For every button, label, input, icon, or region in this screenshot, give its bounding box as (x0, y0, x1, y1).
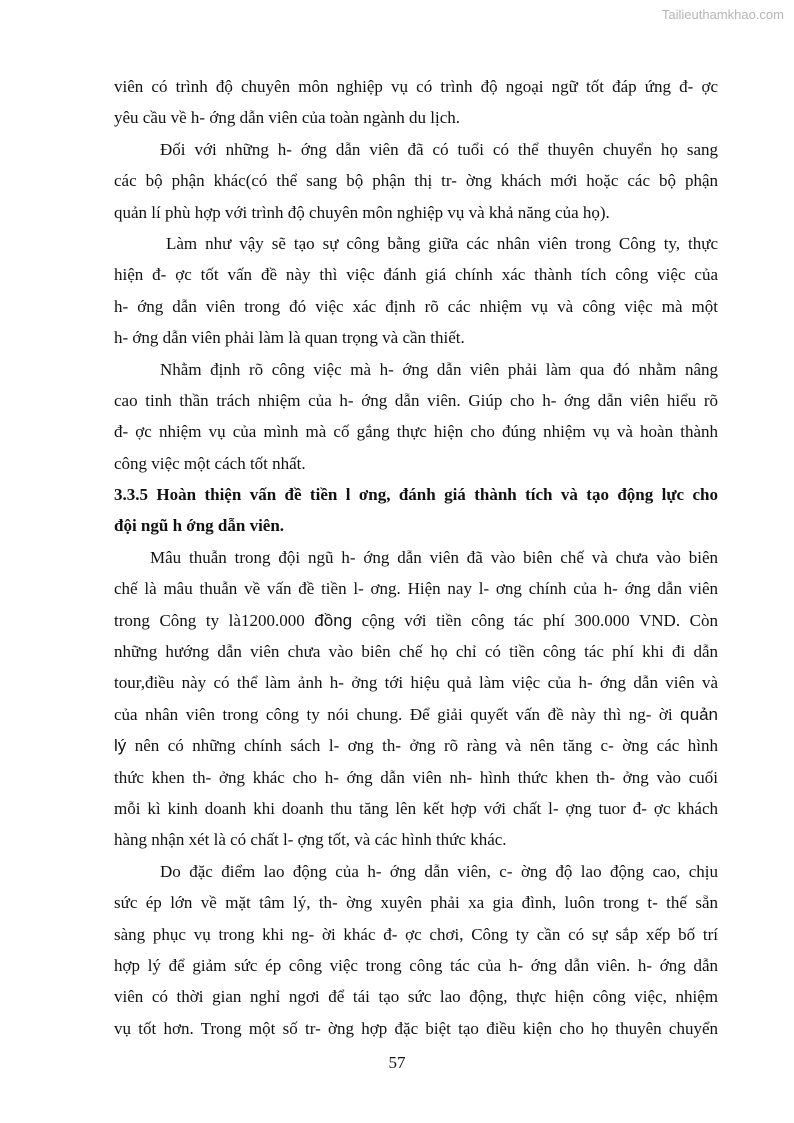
text-line: sàng phục vụ trong khi ng- ời khác đ- ợc chơi, Công ty cần có sự sắp xếp bố trí (114, 924, 718, 944)
paragraph (114, 134, 718, 228)
text-line: các bộ phận khác(có thể sang bộ phận thị tr- ờng khách mới hoặc các bộ phận (114, 171, 718, 191)
text-line: Nhằm định rõ công việc mà h- ớng dẫn viên phải làm qua đó nhằm nâng (160, 359, 718, 379)
text-line (114, 699, 718, 730)
text-line: Làm như vậy sẽ tạo sự công bằng giữa các nhân viên trong Công ty, thực (166, 233, 718, 253)
heading-line: đội ngũ h ớng dẫn viên. (114, 516, 285, 536)
body-text (114, 71, 718, 1044)
paragraph (114, 354, 718, 480)
heading-line: 3.3.5 Hoàn thiện vấn đề tiền l ơng, đánh giá thành tích và tạo động lực cho (114, 485, 718, 505)
text-line: chế là mâu thuẫn về vấn đề tiền l- ơng. Hiện nay l- ơng chính của h- ớng dẫn viên (114, 579, 718, 599)
text-run: lý (114, 736, 127, 756)
text-line: đ- ợc nhiệm vụ của mình mà cố gắng thực hiện cho đúng nhiệm vụ và hoàn thành (114, 422, 718, 442)
text-line: viên có thời gian nghỉ ngơi để tái tạo sức lao động, thực hiện công việc, nhiệm (114, 987, 718, 1007)
text-line: quản lí phù hợp với trình độ chuyên môn nghiệp vụ và khả năng của họ). (114, 202, 610, 222)
text-line: h- ớng dẫn viên trong đó việc xác định rõ các nhiệm vụ và công việc mà một (114, 296, 718, 316)
text-line: hợp lý để giảm sức ép công việc trong công tác của h- ớng dẫn viên. h- ớng dẫn (114, 955, 718, 975)
text-run: của nhân viên trong công ty nói chung. Để giải quyết vấn đề này thì ng- ời (114, 704, 681, 724)
text-line (114, 605, 718, 636)
paragraph (114, 542, 718, 856)
text-run: nên có những chính sách l- ơng th- ởng rõ ràng và nên tăng c- ờng các hình (126, 736, 718, 756)
text-line: cao tinh thần trách nhiệm của h- ớng dẫn viên. Giúp cho h- ớng dẫn viên hiểu rõ (114, 390, 718, 410)
paragraph (114, 856, 718, 1044)
text-line: mỗi kì kinh doanh khi doanh thu tăng lên kết hợp với chất l- ợng tuor đ- ợc khách (114, 798, 718, 818)
paragraph (114, 228, 718, 354)
text-run: trong Công ty là1200.000 (114, 610, 315, 630)
text-line: công việc một cách tốt nhất. (114, 453, 306, 473)
text-run: quản (680, 704, 718, 724)
watermark: Tailieuthamkhao.com (661, 7, 784, 22)
text-run: đồng (314, 610, 353, 630)
text-line: tour,điều này có thể làm ảnh h- ởng tới hiệu quả làm việc của h- ớng dẫn viên và (114, 673, 718, 693)
paragraph (114, 71, 718, 134)
text-line: viên có trình độ chuyên môn nghiệp vụ có trình độ ngoại ngữ tốt đáp ứng đ- ợc (114, 77, 718, 96)
text-line: Mâu thuẫn trong đội ngũ h- ớng dẫn viên đã vào biên chế và chưa vào biên (150, 547, 718, 567)
text-line: Đối với những h- ớng dẫn viên đã có tuổi có thể thuyên chuyển họ sang (160, 139, 718, 159)
text-line: sức ép lớn về mặt tâm lý, th- ờng xuyên phải xa gia đình, luôn trong t- thế sẵn (114, 893, 718, 913)
section-heading (114, 479, 718, 542)
text-line (114, 730, 718, 761)
text-line: hàng nhận xét là có chất l- ợng tốt, và các hình thức khác. (114, 830, 507, 850)
text-line: những hướng dẫn viên chưa vào biên chế họ chỉ có tiền công tác phí khi đi dẫn (114, 642, 718, 662)
page-number: 57 (388, 1053, 406, 1072)
text-run: cộng với tiền công tác phí 300.000 VND. Còn (352, 610, 718, 630)
text-line: thức khen th- ởng khác cho h- ớng dẫn viên nh- hình thức khen th- ởng vào cuối (114, 767, 718, 787)
text-line: yêu cầu về h- ớng dẫn viên của toàn ngành du lịch. (114, 108, 461, 128)
text-line: Do đặc điểm lao động của h- ớng dẫn viên, c- ờng độ lao động cao, chịu (160, 861, 718, 881)
text-line: hiện đ- ợc tốt vấn đề này thì việc đánh giá chính xác thành tích công việc của (114, 265, 718, 285)
text-line: h- ớng dẫn viên phải làm là quan trọng và cần thiết. (114, 328, 465, 348)
text-line: vụ tốt hơn. Trong một số tr- ờng hợp đặc biệt tạo điều kiện cho họ thuyên chuyển (114, 1018, 718, 1038)
